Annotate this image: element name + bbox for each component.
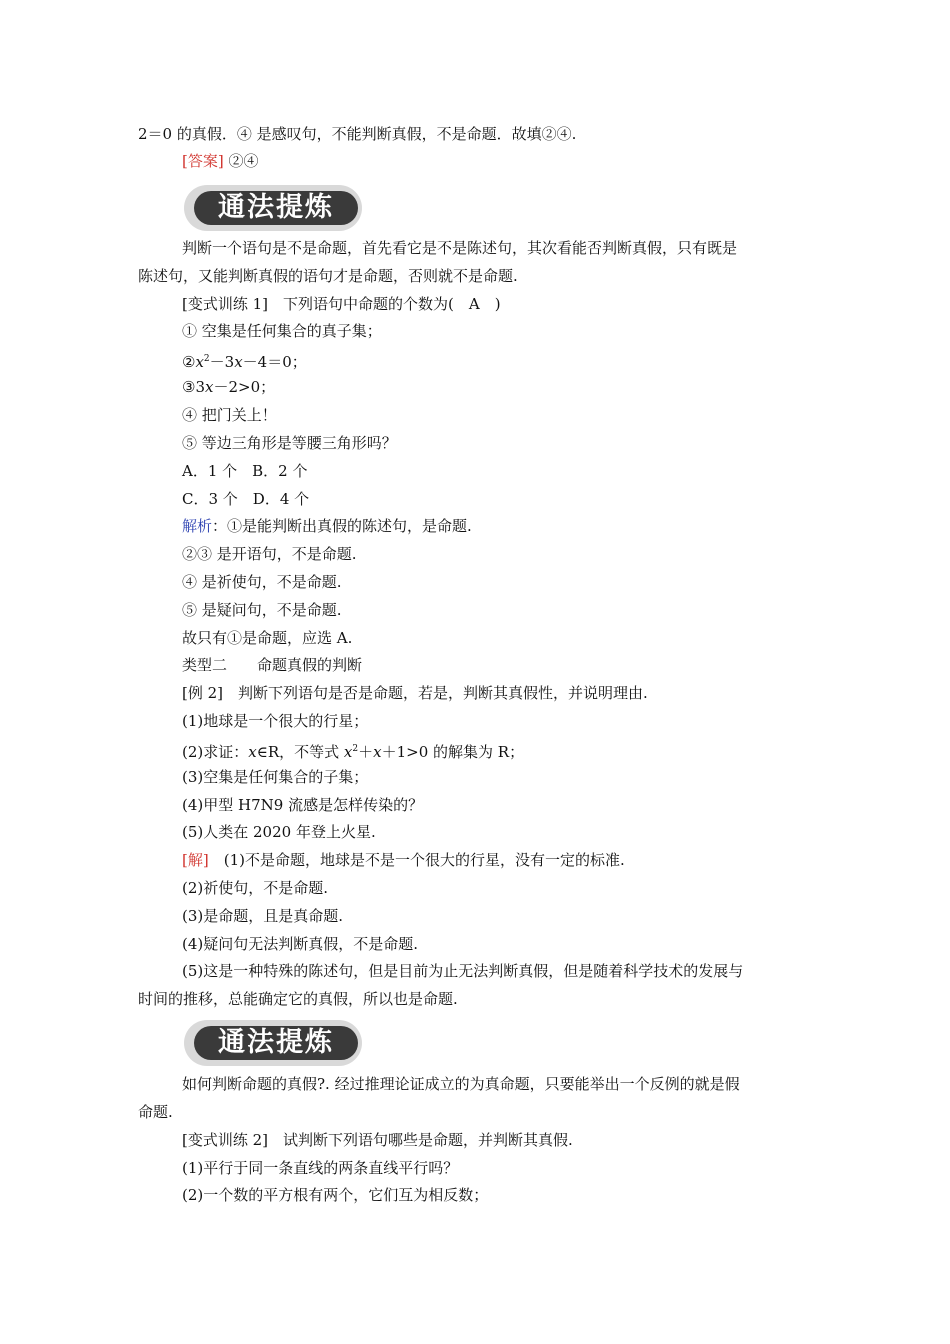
math-text: (2)求证：	[182, 743, 249, 761]
text-line: (4)疑问句无法判断真假，不是命题.	[182, 935, 419, 953]
answer-line	[182, 151, 259, 171]
example-heading: [例 2] 判断下列语句是否是命题，若是，判断其真假性，并说明理由.	[182, 684, 648, 702]
list-item: (1)地球是一个很大的行星；	[182, 712, 369, 730]
list-item: ④ 把门关上！	[182, 406, 277, 424]
math-var: x	[234, 353, 243, 371]
text-line: 如何判断命题的真假?. 经过推理论证成立的为真命题，只要能举出一个反例的就是假	[182, 1075, 740, 1093]
text-line: 陈述句，又能判断真假的语句才是命题，否则就不是命题.	[138, 267, 518, 285]
text-line: 故只有①是命题，应选 A.	[182, 629, 353, 647]
list-item: (2)一个数的平方根有两个，它们互为相反数；	[182, 1186, 489, 1204]
math-var: x	[248, 743, 257, 761]
math-var: x	[343, 743, 353, 761]
math-var: x	[195, 353, 204, 371]
list-item	[182, 349, 307, 372]
list-item	[182, 739, 524, 762]
text-line: 时间的推移，总能确定它的真假，所以也是命题.	[138, 990, 458, 1008]
math-text: －2>0；	[213, 378, 276, 396]
solution-line	[182, 850, 625, 870]
math-var: x	[373, 743, 382, 761]
analysis-label: 解析	[182, 517, 213, 535]
list-item: ⑤ 等边三角形是等腰三角形吗？	[182, 434, 397, 452]
math-text: ＋1>0 的解集为 R；	[381, 743, 525, 761]
analysis-text: ：①是能判断出真假的陈述句，是命题.	[212, 517, 472, 535]
choice-line: A．1 个 B．2 个	[182, 462, 308, 480]
list-item	[182, 377, 275, 397]
choice-line: C．3 个 D．4 个	[182, 490, 310, 508]
list-item: ① 空集是任何集合的真子集；	[182, 322, 382, 340]
text-line: ⑤ 是疑问句，不是命题.	[182, 601, 342, 619]
exercise-heading: [变式训练 1] 下列语句中命题的个数为( A )	[182, 295, 501, 313]
section-heading: 类型二 命题真假的判断	[182, 656, 363, 674]
math-text: －3	[209, 353, 235, 371]
math-var: x	[205, 378, 214, 396]
solution-label: [解]	[182, 851, 209, 869]
text-line: 命题.	[138, 1103, 173, 1121]
text-line: 判断一个语句是不是命题，首先看它是不是陈述句，其次看能否判断真假，只有既是	[182, 239, 738, 257]
text-line: 2＝0 的真假．④ 是感叹句，不能判断真假，不是命题．故填②④.	[138, 125, 577, 143]
analysis-line	[182, 516, 472, 536]
list-item: (1)平行于同一条直线的两条直线平行吗？	[182, 1159, 459, 1177]
section-badge-label: 通法提炼	[194, 191, 358, 225]
text-line: (3)是命题，且是真命题.	[182, 907, 344, 925]
math-text: ∈R，不等式	[256, 743, 344, 761]
math-sup: 2	[352, 744, 359, 754]
list-item: (5)人类在 2020 年登上火星.	[182, 823, 376, 841]
text-line: (2)祈使句，不是命题.	[182, 879, 329, 897]
math-text: ＋	[358, 743, 374, 761]
answer-value: ②④	[228, 152, 259, 170]
section-badge-label: 通法提炼	[194, 1026, 358, 1060]
list-item: (3)空集是任何集合的子集；	[182, 768, 369, 786]
list-item: (4)甲型 H7N9 流感是怎样传染的？	[182, 796, 424, 814]
solution-text: (1)不是命题，地球是不是一个很大的行星，没有一定的标准.	[208, 851, 625, 869]
exercise-heading: [变式训练 2] 试判断下列语句哪些是命题，并判断其真假.	[182, 1131, 573, 1149]
text-line: (5)这是一种特殊的陈述句，但是目前为止无法判断真假，但是随着科学技术的发展与	[182, 962, 744, 980]
answer-label: [答案]	[182, 152, 224, 170]
math-text: ②	[182, 353, 196, 371]
section-badge	[184, 1020, 362, 1066]
section-badge	[184, 185, 362, 231]
text-line: ④ 是祈使句，不是命题.	[182, 573, 342, 591]
math-sup: 2	[203, 354, 210, 364]
math-text: ③3	[182, 378, 205, 396]
math-text: －4＝0；	[242, 353, 307, 371]
text-line: ②③ 是开语句，不是命题.	[182, 545, 357, 563]
